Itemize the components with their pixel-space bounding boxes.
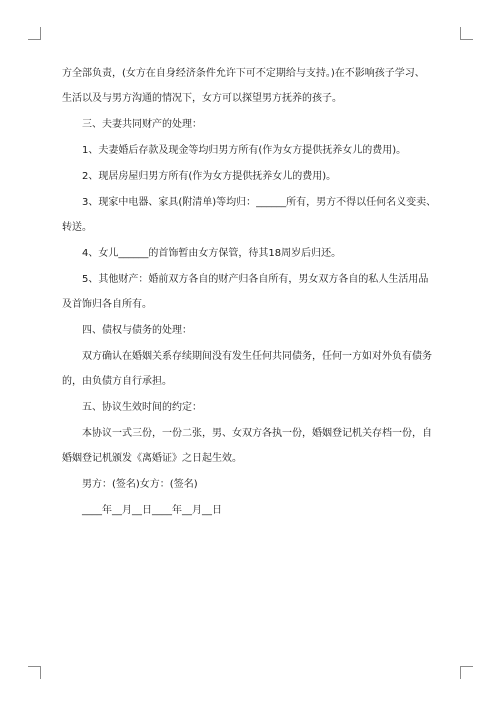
crop-mark-top-left — [28, 27, 41, 40]
crop-mark-top-right — [460, 27, 473, 40]
paragraph-line: 方全部负责，(女方在自身经济条件允许下可不定期给与支持。)在不影响孩子学习、 — [62, 68, 425, 79]
paragraph-line: 3、现家中电器、家具(附清单)等均归：______所有，男方不得以任何名义变卖、 — [82, 197, 437, 208]
paragraph-line: 双方确认在婚姻关系存续期间没有发生任何共同债务，任何一方如对外负有债务 — [82, 351, 432, 362]
paragraph-line: 1、夫妻婚后存款及现金等均归男方所有(作为女方提供抚养女儿的费用)。 — [82, 145, 407, 156]
paragraph-line: 本协议一式三份，一份二张，男、女双方各执一份，婚姻登记机关存档一份，自 — [82, 428, 432, 439]
paragraph-line: 生活以及与男方沟通的情况下，女方可以探望男方抚养的孩子。 — [62, 93, 342, 104]
paragraph-line: 及首饰归各自所有。 — [62, 299, 152, 310]
paragraph-line: 转送。 — [62, 222, 92, 233]
signature-line: 男方：(签名)女方：(签名) — [82, 479, 198, 490]
paragraph-line: 2、现居房屋归男方所有(作为女方提供抚养女儿的费用)。 — [82, 171, 337, 182]
paragraph-line: 5、其他财产：婚前双方各自的财产归各自所有，男女双方各自的私人生活用品 — [82, 274, 429, 285]
section-heading-property: 三、夫妻共同财产的处理： — [82, 119, 202, 130]
crop-mark-bottom-left — [28, 666, 41, 679]
date-line: ____年__月__日____年__月__日 — [82, 505, 222, 516]
paragraph-line: 婚姻登记机颁发《离婚证》之日起生效。 — [62, 453, 242, 464]
paragraph-line: 4、女儿______的首饰暂由女方保管，待其18周岁后归还。 — [82, 248, 342, 259]
section-heading-effective-date: 五、协议生效时间的约定： — [82, 402, 202, 413]
document-body — [62, 67, 440, 517]
paragraph-line: 的，由负债方自行承担。 — [62, 376, 172, 387]
section-heading-debts: 四、债权与债务的处理： — [82, 325, 192, 336]
crop-mark-bottom-right — [460, 666, 473, 679]
